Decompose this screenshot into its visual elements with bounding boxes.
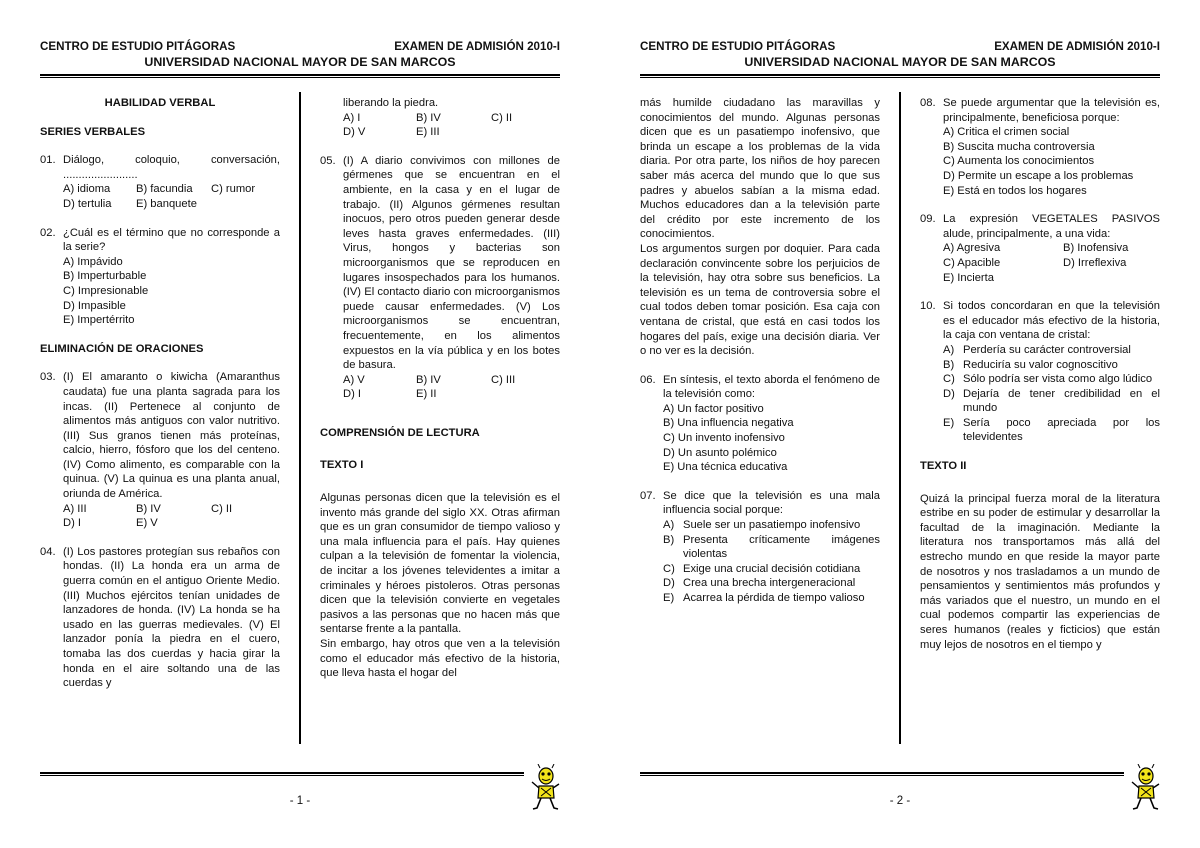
- option-key: E): [943, 416, 955, 429]
- option: D) I: [63, 517, 82, 530]
- header-rule-thin: [40, 77, 560, 78]
- option: A) V: [343, 373, 365, 386]
- reading-paragraph: Los argumentos surgen por doquier. Para cada declaración convincente sobre los perjuicios de la televisión, hay otra sobre sus beneficios. La televisión es un tema de controversia sobre el cual todos deben tomar posición. Esa caja con ventana de cristal, que está en casi todos los hogares del país, exige una decisión diaria. Ver o no ver es la decisión.: [640, 242, 880, 358]
- header-exam: EXAMEN DE ADMISIÓN 2010-I: [994, 40, 1160, 53]
- option: C) Un invento inofensivo: [663, 432, 785, 445]
- option: E) III: [416, 126, 440, 139]
- header-rule: [40, 74, 560, 76]
- question-text: (I) A diario convivimos con millones de gérmenes que se encuentran en el ambiente, en la casa y en el lugar de trabajo. (II) Algunos gérmenes resultan inocuos, pero otros pueden generar desde leves hasta graves enfermedades. (III) Virus, hongos y bacterias son microorganismos que se reproducen en lugares insospechados para los humanos. (IV) El contacto diario con microorganismos puede causar enfermedades. (V) Los microorganismos se encuentran, frecuentemente, en los alimentos expuestos en la vía pública y en los botes de basura.: [343, 154, 560, 372]
- subsection-title: ELIMINACIÓN DE ORACIONES: [40, 342, 204, 355]
- question-text: La expresión VEGETALES PASIVOS alude, principalmente, a una vida:: [943, 213, 1160, 240]
- option: E) Está en todos los hogares: [943, 184, 1087, 197]
- option: D) tertulia: [63, 197, 112, 210]
- question-number: 10.: [920, 300, 936, 313]
- section-heading: HABILIDAD VERBAL: [104, 97, 216, 109]
- option: E) II: [416, 388, 437, 401]
- option: B) IV: [416, 373, 441, 386]
- question-text-continued: liberando la piedra.: [343, 97, 439, 109]
- question-03: [40, 370, 280, 531]
- option: Dejaría de tener credibilidad en el mundo: [963, 387, 1160, 415]
- header-institution: CENTRO DE ESTUDIO PITÁGORAS: [40, 40, 236, 53]
- option: A) Critica el crimen social: [943, 126, 1070, 139]
- question-01: [40, 153, 280, 211]
- option: D) Un asunto polémico: [663, 446, 777, 459]
- question-08: [920, 96, 1160, 198]
- question-text: Diálogo, coloquio, conversación, ........................: [63, 154, 280, 181]
- option: B) IV: [136, 502, 161, 515]
- question-07: [640, 489, 880, 606]
- option-key: C): [663, 562, 675, 575]
- option: B) IV: [416, 111, 441, 124]
- header-university: UNIVERSIDAD NACIONAL MAYOR DE SAN MARCOS: [744, 55, 1056, 69]
- footer-rule-thin: [40, 775, 524, 776]
- question-04: [40, 545, 280, 691]
- subsection-title: SERIES VERBALES: [40, 125, 146, 138]
- option: D) V: [343, 126, 366, 139]
- option: E) Una técnica educativa: [663, 461, 788, 474]
- option: C) rumor: [211, 183, 256, 196]
- option: C) II: [491, 111, 513, 124]
- option: E) banquete: [136, 197, 197, 210]
- question-number: 04.: [40, 545, 56, 558]
- reading-paragraph: Sin embargo, hay otros que ven a la televisión como el educador más efectivo de la historia, que lleva hasta el hogar del: [320, 638, 560, 680]
- option: A) III: [63, 502, 87, 515]
- question-06: [640, 373, 880, 475]
- option: Sólo podría ser vista como algo lúdico: [963, 373, 1153, 386]
- exam-page-2: [600, 0, 1200, 848]
- question-text: Se dice que la televisión es una mala influencia social porque:: [663, 489, 880, 517]
- text-title: TEXTO II: [920, 460, 967, 473]
- reading-paragraph: más humilde ciudadano las maravillas y conocimientos del mundo. Algunas personas dicen que es un pasatiempo inofensivo, que brinda un escape a los problemas de la vida diaria. Por otra parte, los niños de hoy parecen saber más acerca del mundo que lo que sus padres y abuelos sabían a la misma edad. Muchos educadores dan a la televisión parte del crédito por este incremento de los conocimientos.: [640, 97, 880, 241]
- option: D) Irreflexiva: [1063, 256, 1127, 269]
- option-key: A): [943, 343, 955, 356]
- option: C) Apacible: [943, 256, 1001, 269]
- option: E) Incierta: [943, 271, 994, 284]
- option-key: C): [943, 373, 955, 386]
- option: A) I: [343, 111, 361, 124]
- option: Exige una crucial decisión cotidiana: [683, 562, 861, 575]
- option: B) Inofensiva: [1063, 242, 1129, 255]
- question-number: 02.: [40, 226, 56, 239]
- option-key: B): [943, 358, 955, 371]
- option: Suele ser un pasatiempo inofensivo: [683, 519, 861, 532]
- option: D) Permite un escape a los problemas: [943, 169, 1134, 182]
- header-university: UNIVERSIDAD NACIONAL MAYOR DE SAN MARCOS: [144, 55, 456, 69]
- yellow-mascot-icon: [1130, 764, 1160, 812]
- option: Perdería su carácter controversial: [963, 343, 1131, 356]
- header-rule-thin: [640, 77, 1160, 78]
- question-05: [320, 154, 560, 402]
- subsection-title: COMPRENSIÓN DE LECTURA: [320, 426, 480, 439]
- option: B) Suscita mucha controversia: [943, 140, 1095, 153]
- question-number: 03.: [40, 371, 56, 384]
- option: Presenta críticamente imágenes violentas: [683, 533, 880, 561]
- question-number: 08.: [920, 97, 936, 109]
- page2-right-column: [920, 96, 1160, 652]
- option-key: A): [663, 519, 675, 532]
- question-text: (I) El amaranto o kiwicha (Amaranthus caudata) fue una planta sagrada para los incas. (II) Pertenece al conjunto de alimentos más antiguos con valor nutritivo. (III) Sus granos tienen más proteínas, calcio, hierro, fósforo que los del centeno. (IV) Como alimento, es comparable con la quinua. (V) La quinua es una planta anual, oriunda de América.: [63, 371, 280, 501]
- option: C) III: [491, 373, 516, 386]
- option: E) Impertérrito: [63, 314, 135, 327]
- option-key: D): [943, 387, 955, 400]
- option: D) I: [343, 388, 362, 401]
- column-divider: [899, 92, 901, 744]
- header-rule: [640, 74, 1160, 76]
- question-number: 07.: [640, 489, 656, 502]
- page1-left-column: [40, 96, 280, 691]
- option: A) idioma: [63, 183, 111, 196]
- option: D) Impasible: [63, 299, 126, 312]
- header-exam: EXAMEN DE ADMISIÓN 2010-I: [394, 40, 560, 53]
- option: A) Un factor positivo: [663, 402, 764, 415]
- yellow-mascot-icon: [530, 764, 560, 812]
- question-text: Si todos concordaran en que la televisión es el educador más efectivo de la historia, la caja con ventana de cristal:: [943, 300, 1160, 342]
- option: C) II: [211, 502, 233, 515]
- option: B) facundia: [136, 183, 193, 196]
- header-institution: CENTRO DE ESTUDIO PITÁGORAS: [640, 40, 836, 53]
- option: C) Aumenta los conocimientos: [943, 155, 1095, 168]
- question-text: ¿Cuál es el término que no corresponde a la serie?: [63, 226, 280, 254]
- text-title: TEXTO I: [320, 459, 364, 472]
- reading-paragraph: Algunas personas dicen que la televisión es el invento más grande del siglo XX. Otras afirman que es un gran consumidor de tiempo valioso y una mala influencia para el país. Hay quienes culpan a la televisión de fomentar la violencia, de incitar a los jóvenes televidentes a imitar a criminales y héroes pistoleros. Otras personas dicen que la televisión convierte en vegetales pasivos a las personas que no hacen más que sentarse frente a la pantalla.: [320, 492, 560, 636]
- question-text: (I) Los pastores protegían sus rebaños con hondas. (II) La honda era un arma de guerra común en el antiguo Oriente Medio. (III) Muchos ejércitos tenían unidades de lanzadores de honda. (IV) La honda se ha usado en las guerras medievales. (V) El lanzador ponía la piedra en el cuero, tomaba las dos cuerdas y hacia girar la honda en el aire soltando una de las cuerdas y: [63, 545, 280, 690]
- footer-rule: [640, 772, 1124, 774]
- page1-right-column: [320, 96, 560, 681]
- question-text: En síntesis, el texto aborda el fenómeno de la televisión como:: [663, 373, 880, 401]
- option: C) Impresionable: [63, 284, 149, 297]
- question-number: 06.: [640, 373, 656, 386]
- option: A) Agresiva: [943, 242, 1001, 255]
- question-number: 01.: [40, 154, 56, 167]
- option: Crea una brecha intergeneracional: [683, 577, 856, 590]
- option: A) Impávido: [63, 255, 123, 268]
- reading-paragraph: Quizá la principal fuerza moral de la literatura estribe en su poder de estimular y desarrollar la facultad de la imaginación. Mediante la literatura nos transportamos más allá del estrecho mundo en que reside la mayor parte de nosotros y nos trasladamos a un mundo de pensamientos y sentimientos más profundos y más variados que el nuestro, un mundo en el cual podemos compartir las experiencias de seres humanos (reales y ficticios) que están muy lejos de nosotros en el tiempo y: [920, 492, 1160, 651]
- column-divider: [299, 92, 301, 744]
- question-10: [920, 299, 1160, 445]
- option: Acarrea la pérdida de tiempo valioso: [683, 592, 865, 604]
- option: B) Imperturbable: [63, 270, 147, 283]
- option: B) Una influencia negativa: [663, 417, 794, 430]
- question-09: [920, 212, 1160, 285]
- question-text: Se puede argumentar que la televisión es, principalmente, beneficiosa porque:: [943, 97, 1160, 124]
- question-02: [40, 226, 280, 328]
- question-number: 05.: [320, 154, 336, 167]
- option-key: D): [663, 577, 675, 590]
- option: Sería poco apreciada por los televidentes: [963, 416, 1160, 444]
- option: Reduciría su valor cognoscitivo: [963, 358, 1118, 371]
- question-number: 09.: [920, 213, 936, 226]
- page-number: - 1 -: [289, 795, 311, 807]
- footer-rule: [40, 772, 524, 774]
- page2-left-column: [640, 96, 880, 606]
- option-key: B): [663, 533, 675, 546]
- option-key: E): [663, 592, 675, 604]
- page-number: - 2 -: [889, 795, 911, 807]
- option: E) V: [136, 517, 158, 530]
- footer-rule-thin: [640, 775, 1124, 776]
